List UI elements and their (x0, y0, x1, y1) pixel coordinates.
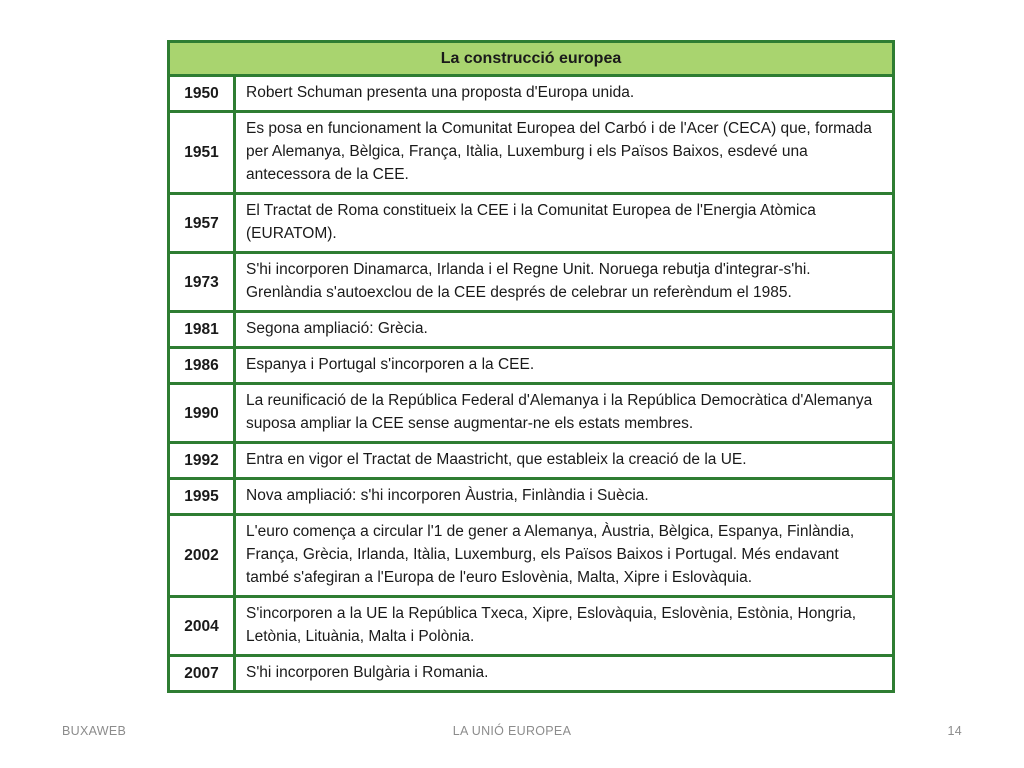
table-row (169, 253, 894, 312)
event-cell: Espanya i Portugal s'incorporen a la CEE. (235, 348, 894, 384)
event-cell: Nova ampliació: s'hi incorporen Àustria, Finlàndia i Suècia. (235, 479, 894, 515)
year-cell: 1981 (169, 312, 235, 348)
event-cell: Es posa en funcionament la Comunitat Europea del Carbó i de l'Acer (CECA) que, formada per Alemanya, Bèlgica, França, Itàlia, Luxemburg i els Països Baixos, esdevé una antecessora de la CEE. (235, 112, 894, 194)
event-cell: La reunificació de la República Federal d'Alemanya i la República Democràtica d'Alemanya suposa ampliar la CEE sense augmentar-ne els estats membres. (235, 384, 894, 443)
event-cell: S'hi incorporen Bulgària i Romania. (235, 656, 894, 692)
event-cell: L'euro comença a circular l'1 de gener a Alemanya, Àustria, Bèlgica, Espanya, Finlàndia, França, Grècia, Irlanda, Itàlia, Luxemburg, els Països Baixos i Portugal. Més endavant també s'afegiran a l'Europa de l'euro Eslovènia, Malta, Xipre i Eslovàquia. (235, 515, 894, 597)
event-cell: S'incorporen a la UE la República Txeca, Xipre, Eslovàquia, Eslovènia, Estònia, Hongria, Letònia, Lituània, Malta i Polònia. (235, 597, 894, 656)
table-row (169, 348, 894, 384)
table-row (169, 515, 894, 597)
year-cell: 2004 (169, 597, 235, 656)
year-cell: 1986 (169, 348, 235, 384)
table-row (169, 597, 894, 656)
timeline-table (167, 40, 895, 693)
year-cell: 1992 (169, 443, 235, 479)
table-row (169, 384, 894, 443)
footer-title: LA UNIÓ EUROPEA (452, 724, 572, 738)
year-cell: 1951 (169, 112, 235, 194)
footer-author: BUXAWEB (62, 724, 127, 738)
table-row (169, 194, 894, 253)
event-cell: S'hi incorporen Dinamarca, Irlanda i el Regne Unit. Noruega rebutja d'integrar-s'hi. Grenlàndia s'autoexclou de la CEE després de celebrar un referèndum el 1985. (235, 253, 894, 312)
event-cell: El Tractat de Roma constitueix la CEE i la Comunitat Europea de l'Energia Atòmica (EURATOM). (235, 194, 894, 253)
table-row (169, 479, 894, 515)
table-row (169, 443, 894, 479)
table-row (169, 312, 894, 348)
year-cell: 1995 (169, 479, 235, 515)
page-number: 14 (947, 724, 962, 738)
year-cell: 1973 (169, 253, 235, 312)
year-cell: 1950 (169, 76, 235, 112)
timeline-table-container (167, 40, 895, 693)
event-cell: Robert Schuman presenta una proposta d'Europa unida. (235, 76, 894, 112)
year-cell: 1957 (169, 194, 235, 253)
event-cell: Segona ampliació: Grècia. (235, 312, 894, 348)
table-title: La construcció europea (169, 42, 894, 76)
table-header-row (169, 42, 894, 76)
table-row (169, 112, 894, 194)
table-row (169, 76, 894, 112)
year-cell: 1990 (169, 384, 235, 443)
year-cell: 2007 (169, 656, 235, 692)
event-cell: Entra en vigor el Tractat de Maastricht, que estableix la creació de la UE. (235, 443, 894, 479)
table-row (169, 656, 894, 692)
year-cell: 2002 (169, 515, 235, 597)
